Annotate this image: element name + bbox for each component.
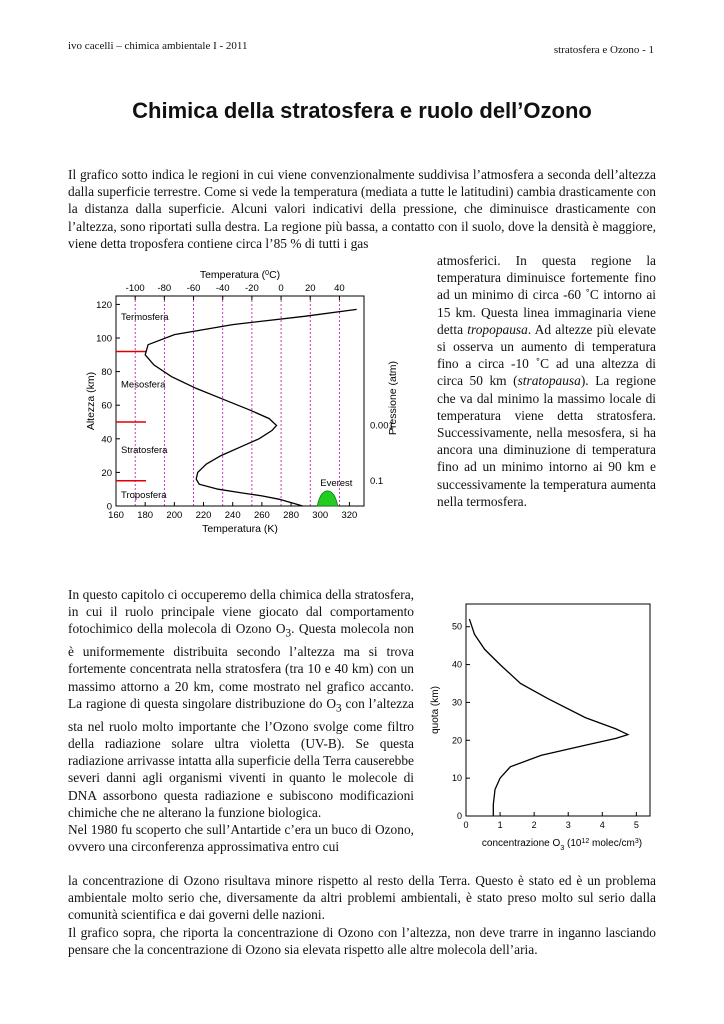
- ozone-concentration-chart: [428, 600, 660, 858]
- page-title: Chimica della stratosfera e ruolo dell’Ozono: [132, 98, 592, 123]
- pressure-label: 0.1: [370, 475, 384, 487]
- ozone-sub-1: 3: [285, 628, 292, 641]
- x-tick-label: 220: [195, 510, 212, 521]
- region-label: Termosfera: [121, 312, 169, 324]
- paragraph-intro: Il grafico sotto indica le regioni in cui viene convenzionalmente suddivisa l’atmosfera a seconda dell’altezza dalla superficie terrestre. Come si vede la temperatura (mediata a tutte le latitudini) cambia drasticamente con la distanza dalla superficie. Alcuni valori indicativi della pressione, che diminuisce drasticamente con l’altezza, sono riportati sulla destra. La regione più bassa, a contatto con il suolo, dove la densità è maggiore, viene detta troposfera contiene circa l’85 % di tutti i gas: [68, 167, 656, 251]
- top-tick-label: -40: [215, 283, 230, 294]
- y-tick-label: 40: [451, 659, 462, 670]
- x-tick-label: 2: [531, 820, 537, 830]
- ozone-text-f: Il grafico sopra, che riporta la concentrazione di Ozono con l’altezza, non deve trarre in inganno lasciando pensare che la concentrazione di Ozono sia elevata rispetto alle altre molecola dell’aria.: [68, 924, 656, 957]
- y-tick-label: 30: [451, 697, 462, 708]
- paragraph-ozone-hole: [68, 872, 656, 958]
- y-tick-label: 120: [96, 299, 112, 311]
- top-tick-label: -80: [157, 283, 172, 294]
- top-tick-label: 40: [334, 283, 345, 294]
- ozone-sub-2: 3: [336, 702, 342, 715]
- x-tick-label: 260: [253, 510, 270, 521]
- y-tick-label: 0: [106, 501, 112, 513]
- y-tick-label: 80: [101, 367, 112, 379]
- x-tick-label: 320: [341, 510, 358, 521]
- plot-frame: [116, 296, 364, 506]
- x-axis-label: Temperatura (K): [202, 523, 278, 535]
- ozone-text-c: con l’altezza sta nel ruolo molto importante che l’Ozono svolge come filtro della radiazione solare ultra violetta (UV-B). Se questa radiazione arrivasse intatta alla superficie della Terra causerebbe severi danni agli organismi viventi in quanto le molecole di DNA assorbono questa radiazione e subiscono modificazioni chimiche che ne alterano la funzione biologica.: [68, 695, 414, 820]
- top-axis-label: Temperatura ($^0$C): [199, 269, 281, 281]
- side-text-a: atmosferici. In questa regione la temperatura diminuisce fortemente fino ad un minimo di circa -60 ˚C intorno ai 15 km. Questa linea immaginaria viene detta: [437, 253, 656, 337]
- x-tick-label: 4: [599, 820, 605, 830]
- y-axis-label: Altezza (km): [85, 371, 97, 431]
- y-tick-label: 60: [101, 400, 112, 412]
- x-tick-label: 1: [497, 820, 503, 830]
- ozone-text-b: . Questa molecola non è uniformemente distribuita secondo l’altezza ma si trova fortemente concentrata nella stratosfera (tra 10 e 40 km) con un massimo attorno a 20 km, come mostrato nel grafico accanto. La ragione di questa singolare distribuzione do O: [68, 621, 414, 711]
- top-tick-label: 20: [304, 283, 316, 294]
- top-tick-label: 0: [278, 283, 284, 294]
- ozone-text-a: In questo capitolo ci occuperemo della chimica della stratosfera, in cui il ruolo principale viene giocato dal comportamento fotochimico della molecola di Ozono O: [68, 587, 414, 637]
- y-tick-label: 100: [96, 333, 112, 345]
- everest-label: Everest: [320, 477, 353, 489]
- region-label: Mesosfera: [121, 379, 166, 391]
- x-tick-label: 160: [108, 510, 124, 521]
- plot-frame: [466, 604, 650, 816]
- x-axis-label: concentrazione $O_3$ ($10^{12}$ molec/$cm^3$): [481, 837, 643, 852]
- y-tick-label: 20: [101, 467, 112, 479]
- ozone-text-d: Nel 1980 fu scoperto che sull’Antartide c’era un buco di Ozono, ovvero una circonferenza approssimativa entro cui: [68, 821, 414, 855]
- y-tick-label: 10: [451, 773, 462, 784]
- everest-mountain: [317, 491, 337, 506]
- pressure-axis-label: Pressione (atm): [387, 360, 399, 436]
- top-tick-label: -20: [245, 283, 259, 294]
- temperature-curve: [145, 309, 357, 506]
- paragraph-side: [437, 252, 656, 510]
- x-tick-label: 0: [463, 820, 469, 830]
- paragraph-ozone: [68, 586, 414, 855]
- x-tick-label: 180: [137, 510, 154, 521]
- term-stratopausa: stratopausa: [517, 373, 581, 389]
- y-axis-label: quota (km): [430, 686, 441, 734]
- y-tick-label: 50: [451, 621, 462, 632]
- ozone-curve: [469, 619, 628, 816]
- x-tick-label: 300: [312, 510, 329, 521]
- y-tick-label: 0: [456, 811, 462, 821]
- ozone-text-e: la concentrazione di Ozono risultava minore rispetto al resto della Terra. Questo è stato ed è un problema ambientale molto serio che, diversamente da altri problemi ambientali, è stato preso molto sul serio dalla comunità scientifica e dai governi delle nazioni.: [68, 873, 656, 923]
- side-text-c: ). La regione che va dal minimo la massimo locale di temperatura viene detta stratosfera. Successivamente, nella mesosfera, si ha ancora una diminuzione di temperatura fino ad un minimo intorno ai 90 km e successivamente la temperatura aumenta nella termosfera.: [437, 373, 657, 509]
- region-label: Stratosfera: [121, 444, 168, 456]
- x-tick-label: 3: [565, 820, 571, 830]
- header-left: ivo cacelli – chimica ambientale I - 2011: [68, 40, 248, 52]
- term-tropopausa: tropopausa: [467, 321, 528, 337]
- pressure-label: 0.001: [370, 420, 394, 432]
- y-tick-label: 20: [451, 735, 462, 746]
- temperature-profile-chart: [84, 260, 404, 542]
- x-tick-label: 240: [224, 510, 241, 521]
- y-tick-label: 40: [101, 434, 112, 446]
- side-text-b: . Ad altezze più elevate si osserva un aumento di temperatura fino a circa -10 ˚C ad una altezza di circa 50 km (: [437, 321, 657, 389]
- top-tick-label: -60: [186, 283, 201, 294]
- top-tick-label: -100: [125, 283, 145, 294]
- x-tick-label: 200: [166, 510, 183, 521]
- x-tick-label: 280: [283, 510, 299, 521]
- header-right: stratosfera e Ozono - 1: [553, 44, 654, 56]
- x-tick-label: 5: [633, 820, 639, 830]
- region-label: Troposfera: [121, 490, 167, 502]
